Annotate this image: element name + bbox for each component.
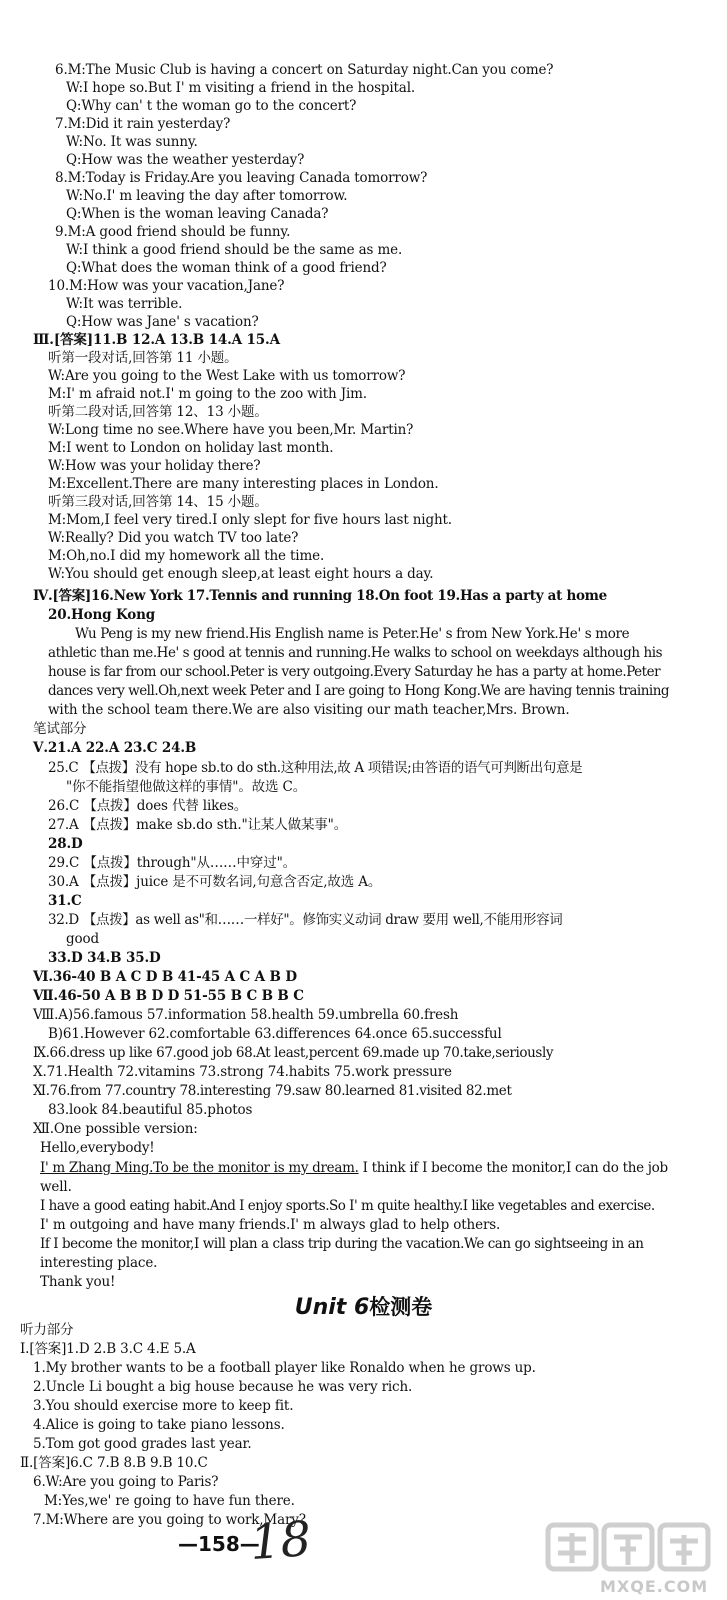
text-line: 6.M:The Music Club is having a concert on Saturday night.Can you come?	[55, 62, 554, 78]
text-line: B)61.However 62.comfortable 63.differences 64.once 65.successful	[48, 1026, 502, 1042]
text-line: Wu Peng is my new friend.His English name is Peter.He' s from New York.He' s more	[75, 626, 630, 642]
text-line: M:Yes,we' re going to have fun there.	[44, 1493, 295, 1509]
section-answer-line: Ⅷ.A)56.famous 57.information 58.health 59.umbrella 60.fresh	[33, 1007, 459, 1023]
section-heading: 听力部分	[20, 1322, 74, 1338]
text-span: I think if I become the monitor,I can do the job	[362, 1160, 668, 1176]
unit-label: 检测卷	[369, 1295, 433, 1319]
text-line: Q:What does the woman think of a good friend?	[66, 260, 387, 276]
text-line: W:Are you going to the West Lake with us tomorrow?	[48, 368, 406, 384]
text-line: 2.Uncle Li bought a big house because he was very rich.	[33, 1379, 413, 1395]
section-answer-line: Ⅻ.One possible version:	[33, 1121, 198, 1137]
unit-number: Unit 6	[294, 1295, 370, 1320]
text-line: 听第一段对话,回答第 11 小题。	[48, 350, 238, 366]
text-line: dances very well.Oh,next week Peter and I are going to Hong Kong.We are having tennis training	[48, 683, 670, 699]
text-line: 25.C 【点拨】没有 hope sb.to do sth.这种用法,故 A 项错误;由答语的语气可判断出句意是	[48, 760, 583, 776]
text-line: Q:Why can' t the woman go to the concert?	[66, 98, 357, 114]
handwritten-number: 18	[248, 1510, 313, 1572]
text-line: 10.M:How was your vacation,Jane?	[48, 278, 285, 294]
text-line: W:Long time no see.Where have you been,Mr. Martin?	[48, 422, 414, 438]
text-line: 28.D	[48, 836, 83, 852]
text-line: Hello,everybody!	[40, 1140, 155, 1156]
page-number: —158—	[178, 1532, 260, 1556]
text-line: M:Mom,I feel very tired.I only slept for five hours last night.	[48, 512, 452, 528]
text-line: W:No. It was sunny.	[66, 134, 198, 150]
text-line: 32.D 【点拨】as well as"和……一样好"。修饰实义动词 draw 要用 well,不能用形容词	[48, 912, 563, 928]
text-line: 33.D 34.B 35.D	[48, 950, 161, 966]
text-line: 8.M:Today is Friday.Are you leaving Canada tomorrow?	[55, 170, 428, 186]
section-answer-line: Ⅴ.21.A 22.A 23.C 24.B	[33, 740, 197, 756]
text-line: Q:How was the weather yesterday?	[66, 152, 305, 168]
text-line: Q:When is the woman leaving Canada?	[66, 206, 329, 222]
section-answer-line: Ⅸ.66.dress up like 67.good job 68.At least,percent 69.made up 70.take,seriously	[33, 1045, 554, 1061]
text-line: I have a good eating habit.And I enjoy sports.So I' m quite healthy.I like vegetables and exercise.	[40, 1198, 655, 1214]
text-line: 5.Tom got good grades last year.	[33, 1436, 252, 1452]
text-line: 1.My brother wants to be a football player like Ronaldo when he grows up.	[33, 1360, 536, 1376]
text-line: with the school team there.We are also visiting our math teacher,Mrs. Brown.	[48, 702, 570, 718]
section-heading: 笔试部分	[33, 721, 87, 737]
section-answer-line: Ⅺ.76.from 77.country 78.interesting 79.saw 80.learned 81.visited 82.met	[33, 1083, 512, 1099]
text-line: If I become the monitor,I will plan a class trip during the vacation.We can go sightseeing in an	[40, 1236, 644, 1252]
text-line: house is far from our school.Peter is very outgoing.Every Saturday he has a party at home.Peter	[48, 664, 661, 680]
text-line: Thank you!	[40, 1274, 116, 1290]
text-line: 9.M:A good friend should be funny.	[55, 224, 291, 240]
text-line: W:I think a good friend should be the same as me.	[66, 242, 403, 258]
text-line: 7.M:Where are you going to work,Mary?	[33, 1512, 306, 1528]
section-answer-line: Ⅳ.[答案]16.New York 17.Tennis and running 18.On foot 19.Has a party at home	[33, 588, 607, 604]
text-line: good	[66, 931, 99, 947]
text-line: 31.C	[48, 893, 82, 909]
text-line: W:How was your holiday there?	[48, 458, 261, 474]
text-line: 20.Hong Kong	[48, 607, 156, 623]
underlined-sentence: I' m Zhang Ming.To be the monitor is my dream.	[40, 1160, 359, 1176]
text-line: 4.Alice is going to take piano lessons.	[33, 1417, 285, 1433]
text-line: 29.C 【点拨】through"从……中穿过"。	[48, 855, 296, 871]
text-line: Q:How was Jane' s vacation?	[66, 314, 259, 330]
text-line: well.	[40, 1179, 72, 1195]
text-line: 26.C 【点拨】does 代替 likes。	[48, 798, 248, 814]
text-line: W:I hope so.But I' m visiting a friend in the hospital.	[66, 80, 416, 96]
text-line: 6.W:Are you going to Paris?	[33, 1474, 219, 1490]
text-line: W:Really? Did you watch TV too late?	[48, 530, 299, 546]
section-answer-line: Ⅰ.[答案]1.D 2.B 3.C 4.E 5.A	[20, 1341, 196, 1357]
text-line: "你不能指望他做这样的事情"。故选 C。	[66, 779, 307, 795]
text-line	[40, 1160, 668, 1176]
watermark-text: MXQE.COM	[600, 1577, 709, 1596]
text-line: athletic than me.He' s good at tennis and running.He walks to school on weekdays although his	[48, 645, 663, 661]
section-answer-line: Ⅱ.[答案]6.C 7.B 8.B 9.B 10.C	[20, 1455, 208, 1471]
text-line: W:You should get enough sleep,at least eight hours a day.	[48, 566, 434, 582]
text-line: 3.You should exercise more to keep fit.	[33, 1398, 294, 1414]
text-line: 83.look 84.beautiful 85.photos	[48, 1102, 253, 1118]
text-line: M:Oh,no.I did my homework all the time.	[48, 548, 325, 564]
section-answer-line: Ⅹ.71.Health 72.vitamins 73.strong 74.habits 75.work pressure	[33, 1064, 452, 1080]
section-answer-line: Ⅲ.[答案]11.B 12.A 13.B 14.A 15.A	[33, 332, 280, 348]
text-line: 27.A 【点拨】make sb.do sth."让某人做某事"。	[48, 817, 348, 833]
text-line: W:No.I' m leaving the day after tomorrow.	[66, 188, 348, 204]
text-line: interesting place.	[40, 1255, 158, 1271]
section-answer-line: Ⅵ.36-40 B A C D B 41-45 A C A B D	[33, 969, 297, 985]
text-line: M:Excellent.There are many interesting places in London.	[48, 476, 439, 492]
text-line: 听第三段对话,回答第 14、15 小题。	[48, 494, 268, 510]
text-line: M:I' m afraid not.I' m going to the zoo with Jim.	[48, 386, 367, 402]
text-line: 30.A 【点拨】juice 是不可数名词,句意含否定,故选 A。	[48, 874, 382, 890]
text-line: M:I went to London on holiday last month.	[48, 440, 334, 456]
text-line: W:It was terrible.	[66, 296, 183, 312]
text-line: 7.M:Did it rain yesterday?	[55, 116, 231, 132]
section-answer-line: Ⅶ.46-50 A B B D D 51-55 B C B B C	[33, 988, 304, 1004]
text-line: I' m outgoing and have many friends.I' m always glad to help others.	[40, 1217, 501, 1233]
text-line: 听第二段对话,回答第 12、13 小题。	[48, 404, 268, 420]
unit-title	[0, 1294, 727, 1321]
